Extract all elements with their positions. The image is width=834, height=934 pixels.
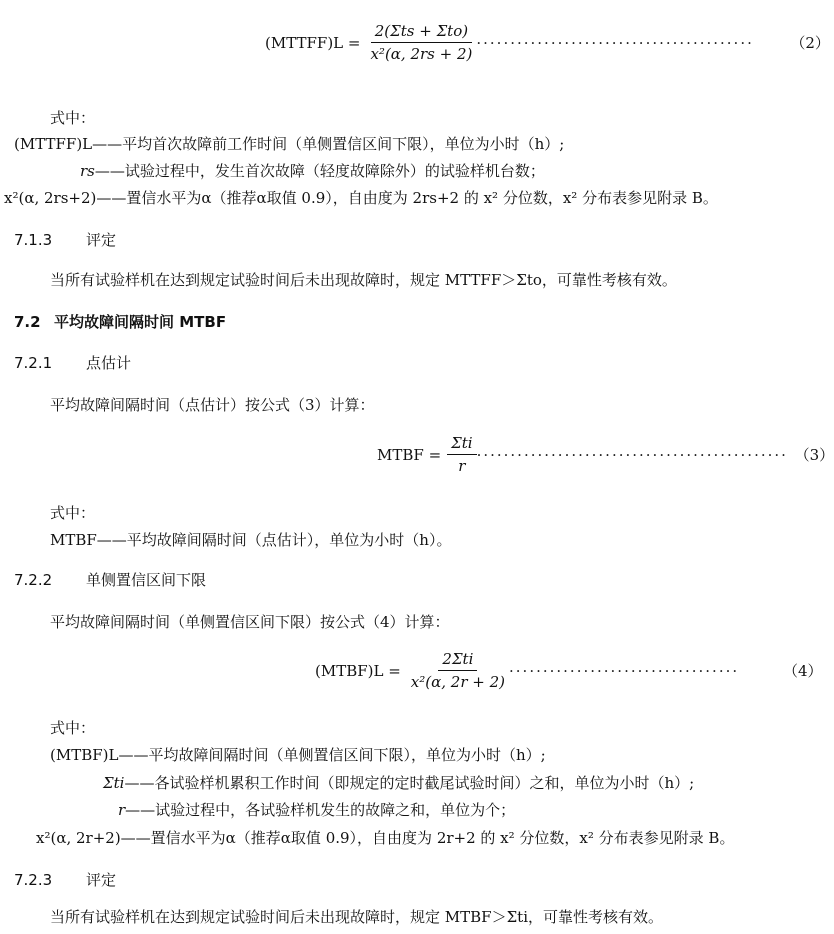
where-label-3: 式中： (50, 719, 96, 737)
formula-2-fraction (366, 22, 476, 63)
heading-7-2-2 (14, 570, 206, 590)
formula-3-numerator: Σti (447, 434, 476, 455)
definition-chi-square-rs (4, 188, 718, 208)
definition-chi-square-r (36, 828, 734, 848)
definition-text: ——置信水平为α（推荐α取值 0.9），自由度为 2r+2 的 x² 分位数，x² 分布表参见附录 B。 (120, 829, 735, 847)
where-label-2: 式中： (50, 504, 96, 522)
paragraph-7-2-2: 平均故障间隔时间（单侧置信区间下限）按公式（4）计算： (50, 613, 450, 631)
formula-2-denominator: x²(α, 2rs + 2) (370, 45, 473, 63)
formula-3-number: （3） (794, 446, 834, 464)
formula-4-number: （4） (783, 662, 823, 680)
definition-text: ——试验过程中，各试验样机发生的故障之和，单位为个； (125, 801, 516, 819)
definition-term: rs (80, 162, 95, 180)
formula-2-lhs: (MTTFF)L = (265, 33, 361, 52)
definition-r (118, 800, 515, 820)
formula-4-fraction (407, 650, 509, 691)
definition-term: (MTTFF)L (14, 135, 93, 153)
heading-title: 评定 (86, 231, 117, 249)
definition-mttff-l (14, 134, 564, 154)
where-label-1: 式中： (50, 109, 96, 127)
formula-2-numerator: 2(Σts + Σto) (371, 22, 472, 43)
formula-3-fraction (447, 434, 476, 475)
definition-mtbf: MTBF——平均故障间隔时间（点估计），单位为小时（h）。 (50, 531, 452, 549)
heading-7-2-3 (14, 870, 116, 890)
definition-term: r (118, 801, 126, 819)
formula-2-leader: ········································· (476, 33, 754, 52)
formula-4-lhs: (MTBF)L = (315, 661, 401, 680)
definition-term: x²(α, 2r+2) (36, 829, 121, 847)
paragraph-7-2-1: 平均故障间隔时间（点估计）按公式（3）计算： (50, 396, 375, 414)
formula-4-numerator: 2Σti (438, 650, 477, 671)
formula-3-leader: ·············································· (476, 445, 788, 464)
heading-title: 评定 (86, 871, 117, 889)
heading-title: 平均故障间隔时间 MTBF (54, 313, 227, 331)
heading-7-2 (14, 312, 226, 332)
heading-number: 7.2 (14, 313, 41, 331)
formula-3-lhs: MTBF = (377, 445, 442, 464)
definition-rs (80, 161, 545, 181)
definition-sum-ti (103, 773, 694, 793)
formula-2-number: （2） (790, 34, 830, 52)
definition-text: ——试验过程中，发生首次故障（轻度故障除外）的试验样机台数； (94, 162, 545, 180)
definition-text: ——各试验样机累积工作时间（即规定的定时截尾试验时间）之和，单位为小时（h）; (124, 774, 695, 792)
heading-title: 单侧置信区间下限 (86, 571, 207, 589)
definition-term: x²(α, 2rs+2) (4, 189, 97, 207)
formula-4 (315, 650, 823, 691)
heading-7-2-1 (14, 353, 131, 373)
formula-4-denominator: x²(α, 2r + 2) (410, 673, 506, 691)
paragraph-7-2-3: 当所有试验样机在达到规定试验时间后未出现故障时，规定 MTBF＞Σti，可靠性考核有效。 (50, 908, 663, 926)
heading-7-1-3 (14, 230, 116, 250)
definition-text: ——置信水平为α（推荐α取值 0.9），自由度为 2rs+2 的 x² 分位数，x² 分布表参见附录 B。 (96, 189, 718, 207)
formula-2 (265, 22, 830, 63)
formula-3 (377, 434, 834, 475)
heading-number: 7.1.3 (14, 231, 53, 249)
formula-4-leader: ·································· (509, 661, 740, 680)
definition-text: ——平均首次故障前工作时间（单侧置信区间下限），单位为小时（h）; (92, 135, 565, 153)
heading-number: 7.2.3 (14, 871, 53, 889)
definition-term: (MTBF)L (50, 746, 119, 764)
definition-text: ——平均故障间隔时间（单侧置信区间下限），单位为小时（h）; (118, 746, 546, 764)
heading-number: 7.2.1 (14, 354, 53, 372)
definition-mtbf-l (50, 745, 546, 765)
heading-title: 点估计 (86, 354, 132, 372)
paragraph-7-1-3: 当所有试验样机在达到规定试验时间后未出现故障时，规定 MTTFF＞Σto，可靠性考核有效。 (50, 271, 677, 289)
formula-3-denominator: r (458, 457, 466, 475)
definition-term: Σti (103, 774, 125, 792)
heading-number: 7.2.2 (14, 571, 53, 589)
